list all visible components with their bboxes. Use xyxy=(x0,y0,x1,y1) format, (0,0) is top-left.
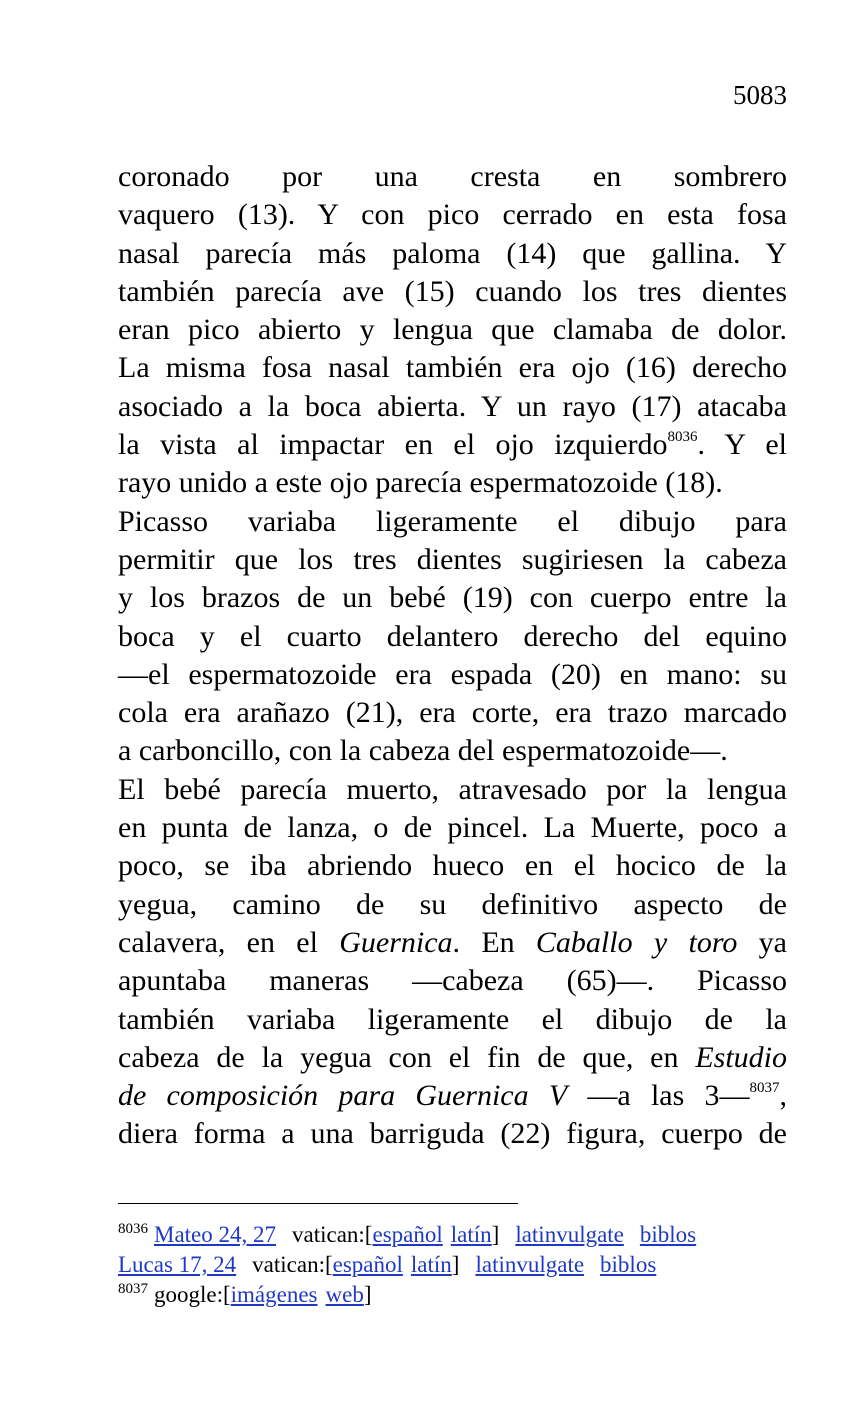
footnotes xyxy=(118,1220,818,1310)
text-line xyxy=(118,1077,787,1115)
link-latin[interactable]: latín xyxy=(410,1252,452,1277)
link-biblos[interactable]: biblos xyxy=(600,1252,657,1277)
text-line: cola era arañazo (21), era corte, era trazo marcado xyxy=(118,696,787,730)
text-segment: la vista al impactar en el ojo izquierdo xyxy=(118,428,668,462)
text-line: yegua, camino de su definitivo aspecto de xyxy=(118,887,787,921)
footnote-ref-8036[interactable]: 8036 xyxy=(667,429,698,446)
text-line xyxy=(118,924,787,962)
footnote-number: 8037 xyxy=(118,1281,148,1297)
link-lucas[interactable]: Lucas 17, 24 xyxy=(118,1252,237,1277)
text-line: coronado por una cresta en sombrero xyxy=(118,160,787,193)
link-web[interactable]: web xyxy=(325,1282,364,1307)
link-biblos[interactable]: biblos xyxy=(639,1222,697,1247)
text-line: también parecía ave (15) cuando los tres dientes xyxy=(118,274,787,308)
text-segment: . En xyxy=(452,925,536,959)
italic-title-composicion: de composición para Guernica V xyxy=(118,1079,568,1113)
text-line: rayo unido a este ojo parecía espermatozoide (18). xyxy=(118,466,723,500)
link-espanol[interactable]: español xyxy=(372,1222,443,1247)
body-text xyxy=(118,158,787,1154)
link-latinvulgate[interactable]: latinvulgate xyxy=(475,1252,585,1277)
footnote-8036-line-2 xyxy=(118,1250,818,1280)
text-segment: —a las 3— xyxy=(567,1079,750,1113)
text-line: diera forma a una barriguda (22) figura, cuerpo de xyxy=(118,1117,787,1151)
text-line: y los brazos de un bebé (19) con cuerpo entre la xyxy=(118,581,787,615)
link-mateo[interactable]: Mateo 24, 27 xyxy=(154,1222,277,1247)
text-line: nasal parecía más paloma (14) que gallina. Y xyxy=(118,236,787,270)
text-line: boca y el cuarto delantero derecho del equino xyxy=(118,619,787,653)
bracket-close: ] xyxy=(363,1282,372,1307)
vatican-label: vatican:[ xyxy=(292,1222,373,1247)
text-line: —el espermatozoide era espada (20) en mano: su xyxy=(118,657,787,691)
text-segment: cabeza de la yegua con el fin de que, en xyxy=(118,1040,696,1074)
italic-title-caballo-y-toro: Caballo y toro xyxy=(535,925,738,959)
text-line: eran pico abierto y lengua que clamaba de dolor. xyxy=(118,313,787,347)
link-imagenes[interactable]: imágenes xyxy=(230,1282,318,1307)
link-latin[interactable]: latín xyxy=(450,1222,492,1247)
link-latinvulgate[interactable]: latinvulgate xyxy=(515,1222,624,1247)
text-line: a carboncillo, con la cabeza del espermatozoide—. xyxy=(118,734,728,768)
footnote-separator xyxy=(118,1203,518,1204)
text-line: Picasso variaba ligeramente el dibujo para xyxy=(118,504,787,538)
footnote-ref-8037[interactable]: 8037 xyxy=(749,1080,780,1097)
text-line: poco, se iba abriendo hueco en el hocico de la xyxy=(118,849,787,883)
text-line xyxy=(118,426,787,464)
text-line: apuntaba maneras —cabeza (65)—. Picasso xyxy=(118,964,787,998)
italic-title-estudio: Estudio xyxy=(695,1040,787,1074)
bracket-close: ] xyxy=(451,1252,460,1277)
text-line: La misma fosa nasal también era ojo (16) derecho xyxy=(118,351,787,385)
italic-title-guernica: Guernica xyxy=(339,925,453,959)
google-label: google:[ xyxy=(154,1282,231,1307)
text-line xyxy=(118,1039,787,1077)
text-line: El bebé parecía muerto, atravesado por la lengua xyxy=(118,772,787,806)
text-line: en punta de lanza, o de pincel. La Muerte, poco a xyxy=(118,811,787,845)
text-line: vaquero (13). Y con pico cerrado en esta fosa xyxy=(118,198,787,232)
footnote-8037-line xyxy=(118,1280,818,1310)
vatican-label: vatican:[ xyxy=(252,1252,333,1277)
text-segment: , xyxy=(779,1079,788,1113)
text-line: asociado a la boca abierta. Y un rayo (17) atacaba xyxy=(118,389,787,423)
page-number: 5083 xyxy=(733,80,787,110)
link-espanol[interactable]: español xyxy=(332,1252,403,1277)
text-line: también variaba ligeramente el dibujo de la xyxy=(118,1002,787,1036)
text-segment: ya xyxy=(737,925,787,959)
footnote-8036-line-1 xyxy=(118,1220,818,1250)
text-segment: . Y el xyxy=(697,428,788,462)
text-line: permitir que los tres dientes sugiriesen la cabeza xyxy=(118,542,787,576)
footnote-number: 8036 xyxy=(118,1221,148,1237)
bracket-close: ] xyxy=(491,1222,500,1247)
text-segment: calavera, en el xyxy=(118,925,340,959)
